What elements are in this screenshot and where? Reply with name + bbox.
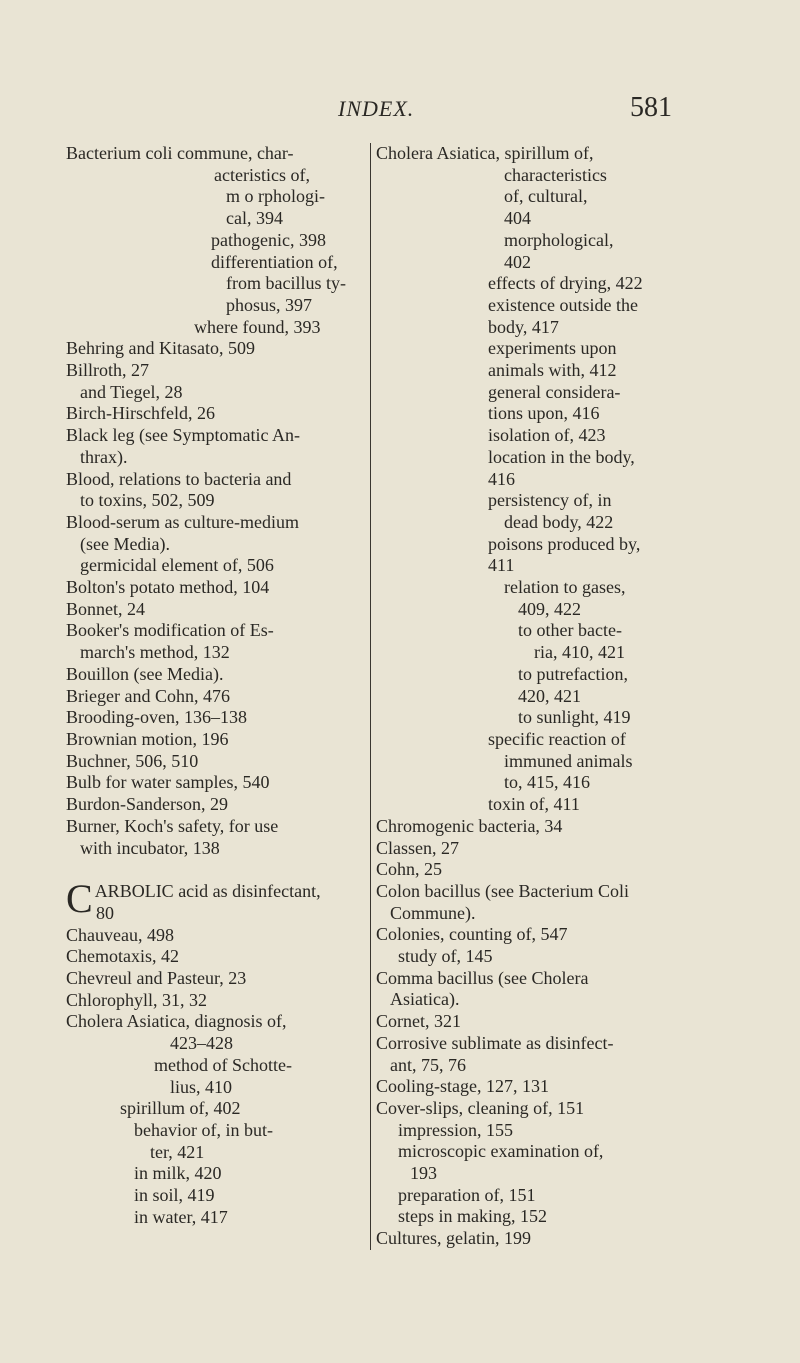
- index-entry: [376, 772, 706, 794]
- index-entry-text: Colonies, counting of, 547: [376, 924, 568, 945]
- drop-cap: C: [66, 876, 93, 922]
- index-entry: [376, 555, 706, 577]
- index-entry: [376, 1033, 706, 1055]
- index-entry: [376, 946, 706, 968]
- index-entry-text: 80: [96, 902, 114, 923]
- index-entry: [376, 338, 706, 360]
- index-entry-text: Bacterium coli commune, char-: [66, 143, 294, 163]
- index-entry: [376, 447, 706, 469]
- index-entry-text: Cholera Asiatica, spirillum of,: [376, 143, 594, 163]
- index-entry-text: Burdon-Sanderson, 29: [66, 794, 228, 815]
- index-entry: [376, 295, 706, 317]
- index-entry: [66, 990, 360, 1012]
- index-entry-text: Blood, relations to bacteria and: [66, 468, 292, 489]
- index-column-right: [370, 143, 706, 1250]
- index-entry-text: specific reaction of: [488, 728, 626, 749]
- index-entry: [66, 1120, 360, 1142]
- index-entry-text: 416: [488, 468, 515, 489]
- index-entry-text: Blood-serum as culture-medium: [66, 511, 299, 532]
- index-entry: [376, 707, 706, 729]
- page-number: 581: [630, 92, 672, 123]
- index-entry-text: thrax).: [80, 446, 128, 467]
- index-entry-text: and Tiegel, 28: [80, 381, 183, 402]
- index-entry: [66, 490, 360, 512]
- index-entry: [376, 1228, 706, 1250]
- index-entry-text: to putrefaction,: [518, 663, 628, 684]
- index-entry-text: preparation of, 151: [398, 1184, 536, 1205]
- index-entry: [66, 1163, 360, 1185]
- index-entry: [376, 664, 706, 686]
- index-entry-text: Bonnet, 24: [66, 598, 145, 619]
- index-entry: [66, 903, 360, 925]
- index-entry-text: study of, 145: [398, 946, 493, 967]
- index-entry: [66, 208, 360, 230]
- index-entry-text: germicidal element of, 506: [80, 555, 274, 576]
- index-entry-text: Black leg (see Symptomatic An-: [66, 425, 300, 446]
- index-entry-text: to toxins, 502, 509: [80, 490, 215, 511]
- index-entry: [376, 989, 706, 1011]
- index-entry: [66, 1011, 360, 1033]
- index-entry-text: Cooling-stage, 127, 131: [376, 1076, 549, 1097]
- section-gap: [66, 859, 360, 881]
- index-entry-text: Comma bacillus (see Cholera: [376, 967, 589, 988]
- page-header: [0, 92, 800, 136]
- index-entry: [376, 881, 706, 903]
- index-entry-text: Bolton's potato method, 104: [66, 577, 270, 598]
- index-entry-text: to, 415, 416: [504, 772, 591, 793]
- index-entry: [376, 252, 706, 274]
- index-entry: [376, 751, 706, 773]
- index-entry-text: acteristics of,: [214, 164, 310, 185]
- index-entry-text: Booker's modification of Es-: [66, 620, 274, 641]
- index-entry-text: ria, 410, 421: [534, 642, 625, 663]
- index-entry: [376, 1120, 706, 1142]
- index-entry: [376, 382, 706, 404]
- index-entry: [376, 859, 706, 881]
- index-entry: [66, 360, 360, 382]
- index-entry: [376, 469, 706, 491]
- index-entry: [376, 143, 706, 165]
- index-entry-text: immuned animals: [504, 750, 633, 771]
- index-entry: [66, 642, 360, 664]
- index-entry: [66, 555, 360, 577]
- index-entry-text: pathogenic, 398: [211, 229, 326, 250]
- index-entry: [376, 1185, 706, 1207]
- index-entry: [376, 534, 706, 556]
- index-entry: [66, 577, 360, 599]
- index-entry: [66, 469, 360, 491]
- index-entry: [66, 317, 360, 339]
- index-entry: [66, 273, 360, 295]
- index-entry-text: Corrosive sublimate as disinfect-: [376, 1032, 614, 1053]
- index-entry-text: Behring and Kitasato, 509: [66, 338, 255, 359]
- index-entry-text: 404: [504, 208, 531, 229]
- index-entry-text: Billroth, 27: [66, 360, 150, 381]
- index-entry-text: Chromogenic bacteria, 34: [376, 815, 563, 836]
- index-entry-text: from bacillus ty-: [226, 273, 346, 294]
- index-entry-text: Chauveau, 498: [66, 924, 174, 945]
- index-entry-text: where found, 393: [194, 316, 321, 337]
- index-entry: [376, 1141, 706, 1163]
- index-entry-text: to other bacte-: [518, 620, 622, 641]
- index-entry: [376, 317, 706, 339]
- index-entry-text: ant, 75, 76: [390, 1054, 466, 1075]
- index-entry-text: existence outside the: [488, 294, 638, 315]
- index-entry-text: dead body, 422: [504, 511, 614, 532]
- index-entry-text: Asiatica).: [390, 989, 460, 1010]
- index-entry-text: spirillum of, 402: [120, 1098, 241, 1119]
- index-entry: [376, 186, 706, 208]
- index-entry: [376, 816, 706, 838]
- index-entry: [66, 794, 360, 816]
- index-entry: [66, 252, 360, 274]
- index-entry-text: relation to gases,: [504, 577, 626, 598]
- index-entry-text: to sunlight, 419: [518, 707, 631, 728]
- index-entry-text: m o rphologi-: [226, 186, 325, 207]
- index-entry: [376, 273, 706, 295]
- index-entry: [66, 143, 360, 165]
- index-entry-text: behavior of, in but-: [134, 1119, 273, 1140]
- index-entry: [376, 599, 706, 621]
- index-entry: [66, 1142, 360, 1164]
- index-entry: [376, 208, 706, 230]
- index-entry-text: experiments upon: [488, 338, 617, 359]
- index-entry-text: Bouillon (see Media).: [66, 663, 224, 684]
- index-entry: [66, 1055, 360, 1077]
- index-entry: [66, 838, 360, 860]
- index-entry-text: toxin of, 411: [488, 794, 580, 815]
- index-entry-text: march's method, 132: [80, 642, 230, 663]
- index-entry-text: (see Media).: [80, 533, 170, 554]
- index-entry: [66, 772, 360, 794]
- index-entry-text: of, cultural,: [504, 186, 588, 207]
- index-entry-text: microscopic examination of,: [398, 1141, 604, 1162]
- index-entry: [66, 1077, 360, 1099]
- index-entry-text: Cholera Asiatica, diagnosis of,: [66, 1011, 287, 1032]
- index-entry-text: ter, 421: [150, 1141, 205, 1162]
- index-column-left: [66, 143, 360, 1228]
- index-entry-text: characteristics: [504, 164, 607, 185]
- index-entry-text: Brownian motion, 196: [66, 728, 229, 749]
- index-entry-text: Cohn, 25: [376, 859, 443, 880]
- index-entry: [376, 1055, 706, 1077]
- index-entry-text: differentiation of,: [211, 251, 338, 272]
- index-entry: [66, 382, 360, 404]
- index-entry-text: animals with, 412: [488, 360, 617, 381]
- index-entry-text: Cover-slips, cleaning of, 151: [376, 1097, 585, 1118]
- index-entry: [66, 729, 360, 751]
- index-entry-text: Chemotaxis, 42: [66, 946, 179, 967]
- index-entry-text: method of Schotte-: [154, 1054, 292, 1075]
- index-entry: [376, 1098, 706, 1120]
- index-entry: [66, 534, 360, 556]
- index-entry-text: cal, 394: [226, 208, 283, 229]
- index-entry: [66, 1185, 360, 1207]
- index-entry-text: 423–428: [170, 1033, 233, 1054]
- index-entry-text: ARBOLIC acid as disinfectant,: [94, 881, 321, 902]
- index-entry-text: body, 417: [488, 316, 559, 337]
- index-entry-text: poisons produced by,: [488, 533, 641, 554]
- index-entry: [66, 968, 360, 990]
- index-entry: [376, 968, 706, 990]
- index-entry-text: Brooding-oven, 136–138: [66, 707, 247, 728]
- index-entry-text: 402: [504, 251, 531, 272]
- index-entry: [376, 403, 706, 425]
- index-entry: [66, 165, 360, 187]
- index-entry: [66, 620, 360, 642]
- index-entry-text: isolation of, 423: [488, 425, 606, 446]
- index-entry-text: 409, 422: [518, 598, 581, 619]
- index-entry-text: Buchner, 506, 510: [66, 750, 199, 771]
- index-entry: [66, 512, 360, 534]
- index-entry: [66, 686, 360, 708]
- index-entry-text: with incubator, 138: [80, 837, 220, 858]
- index-entry: [66, 230, 360, 252]
- index-entry-text: Classen, 27: [376, 837, 459, 858]
- index-entry: [376, 924, 706, 946]
- index-entry: [376, 903, 706, 925]
- running-head: INDEX.: [338, 96, 415, 121]
- index-entry-text: in soil, 419: [134, 1185, 215, 1206]
- index-entry: [66, 664, 360, 686]
- index-entry-text: persistency of, in: [488, 490, 612, 511]
- index-entry-text: Chlorophyll, 31, 32: [66, 989, 208, 1010]
- index-entry-text: effects of drying, 422: [488, 273, 643, 294]
- index-entry-text: general considera-: [488, 381, 621, 402]
- index-entry-text: steps in making, 152: [398, 1206, 547, 1227]
- index-entry-text: Colon bacillus (see Bacterium Coli: [376, 880, 629, 901]
- index-entry: [376, 794, 706, 816]
- index-entry: [66, 1033, 360, 1055]
- index-entry-text: Cultures, gelatin, 199: [376, 1228, 531, 1249]
- index-entry: [376, 425, 706, 447]
- index-entry-text: Chevreul and Pasteur, 23: [66, 968, 247, 989]
- index-entry-text: location in the body,: [488, 446, 635, 467]
- index-entry-text: tions upon, 416: [488, 403, 600, 424]
- index-entry: [376, 1206, 706, 1228]
- index-entry: [376, 360, 706, 382]
- index-entry-text: morphological,: [504, 229, 614, 250]
- index-entry: [376, 230, 706, 252]
- index-entry: [376, 620, 706, 642]
- index-entry-text: 193: [410, 1163, 437, 1184]
- index-entry: [376, 642, 706, 664]
- index-entry-text: in milk, 420: [134, 1163, 222, 1184]
- index-entry-text: Commune).: [390, 902, 476, 923]
- index-entry: [376, 512, 706, 534]
- index-entry: [66, 599, 360, 621]
- index-entry-text: lius, 410: [170, 1076, 233, 1097]
- index-entry-text: Burner, Koch's safety, for use: [66, 815, 279, 836]
- index-entry: [376, 1011, 706, 1033]
- index-entry: [66, 707, 360, 729]
- index-entry: [66, 295, 360, 317]
- index-entry-text: 411: [488, 555, 515, 576]
- index-entry-text: impression, 155: [398, 1119, 513, 1140]
- index-entry: [376, 577, 706, 599]
- index-entry-text: Cornet, 321: [376, 1011, 461, 1032]
- index-entry: [66, 946, 360, 968]
- index-entry: [376, 165, 706, 187]
- index-entry-text: 420, 421: [518, 685, 581, 706]
- index-entry: [66, 1207, 360, 1229]
- index-entry: [66, 425, 360, 447]
- index-entry: [66, 925, 360, 947]
- index-entry-text: Bulb for water samples, 540: [66, 772, 270, 793]
- index-entry: [66, 338, 360, 360]
- index-entry-text: Birch-Hirschfeld, 26: [66, 403, 215, 424]
- index-entry: [376, 1163, 706, 1185]
- index-entry: [376, 1076, 706, 1098]
- index-entry: [376, 838, 706, 860]
- index-entry: [66, 447, 360, 469]
- index-entry: [376, 490, 706, 512]
- index-entry-text: Brieger and Cohn, 476: [66, 685, 230, 706]
- index-entry-text: in water, 417: [134, 1206, 228, 1227]
- index-entry: [376, 729, 706, 751]
- index-entry: [66, 186, 360, 208]
- index-entry-text: phosus, 397: [226, 294, 313, 315]
- index-entry: [66, 403, 360, 425]
- index-entry: [66, 816, 360, 838]
- index-entry: [66, 1098, 360, 1120]
- index-entry: [66, 751, 360, 773]
- index-entry: [376, 686, 706, 708]
